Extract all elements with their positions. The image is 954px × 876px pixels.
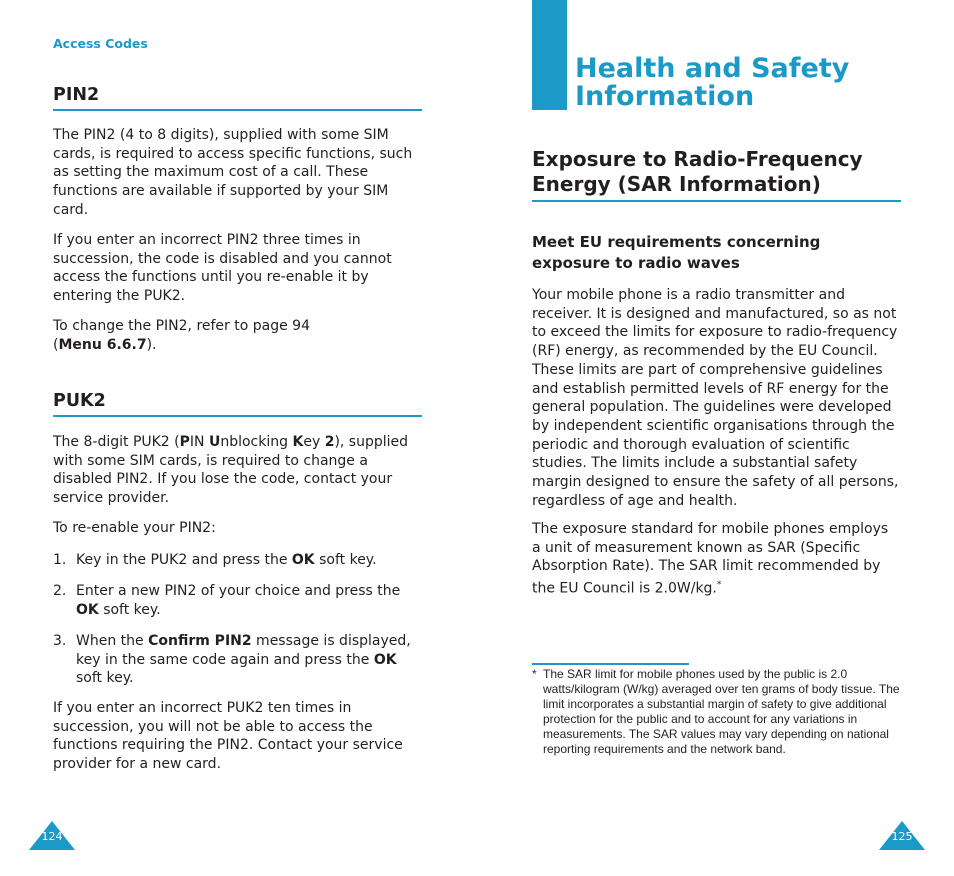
list-number: 2. xyxy=(53,583,67,599)
list-item xyxy=(53,582,425,619)
puk2-reenable-text: To re-enable your PIN2: xyxy=(53,520,216,536)
page-number: 124 xyxy=(41,830,63,843)
pin2-heading: PIN2 xyxy=(53,85,100,105)
ok-key-label: OK xyxy=(76,601,99,618)
puk2-heading-rule xyxy=(53,415,422,417)
confirm-pin2-label: Confirm PIN2 xyxy=(148,633,252,649)
list-item xyxy=(53,632,425,688)
puk2-intro-t4: ey xyxy=(303,434,325,450)
pin2-heading-rule xyxy=(53,109,422,111)
step1-t2: soft key. xyxy=(314,552,377,568)
chapter-title xyxy=(575,55,849,111)
step3-t1: When the xyxy=(76,633,149,649)
pin2-p3-text: To change the PIN2, refer to page 94 xyxy=(53,318,310,334)
section-heading-line1: Exposure to Radio-Frequency xyxy=(532,147,863,171)
section-heading xyxy=(532,147,863,197)
section-heading-rule xyxy=(532,200,901,202)
puk2-heading: PUK2 xyxy=(53,391,106,411)
pin2-paragraph-1: The PIN2 (4 to 8 digits), supplied with some SIM cards, is required to access specific functions, such as setting the maximum cost of a call. These functions are available if supported by your SIM card. xyxy=(53,127,413,218)
pin2-p3-open: ( xyxy=(53,336,59,353)
footnote-reference: * xyxy=(716,580,722,591)
footnote-marker: * xyxy=(532,667,537,681)
subheading-line1: Meet EU requirements concerning xyxy=(532,233,821,251)
step2-t2: soft key. xyxy=(98,601,161,618)
chapter-title-line2: Information xyxy=(575,81,755,112)
step3-t2: message is displayed, key in the same code again and press the xyxy=(76,633,411,668)
menu-reference: Menu 6.6.7 xyxy=(58,336,147,353)
pin2-paragraph-3 xyxy=(53,317,425,354)
ok-key-label: OK xyxy=(291,552,315,568)
subheading-line2: exposure to radio waves xyxy=(532,254,740,272)
puk2-intro-b4: 2 xyxy=(324,434,335,450)
puk2-intro-t1: The 8-digit PUK2 ( xyxy=(53,434,180,450)
subheading xyxy=(532,232,820,274)
puk2-intro-t2: IN xyxy=(189,434,209,450)
sar-paragraph-2 xyxy=(532,520,900,598)
puk2-intro-t3: nblocking xyxy=(220,434,293,450)
puk2-intro-b3: K xyxy=(292,434,304,450)
footnote: The SAR limit for mobile phones used by the public is 2.0 watts/kilogram (W/kg) averaged over ten grams of body tissue. The limit incorporates a substantial margin of safety to give additional protection for the public and to account for any variations in measurements. The SAR values may vary depending on national reporting requirements and the network band. xyxy=(543,667,900,756)
ok-key-label: OK xyxy=(373,651,397,668)
chapter-color-bar xyxy=(532,0,567,110)
chapter-title-line1: Health and Safety xyxy=(575,53,850,84)
puk2-intro-t5: ), supplied with some SIM cards, is required to change a disabled PIN2. If you lose the code, contact your service provider. xyxy=(53,434,409,507)
running-header: Access Codes xyxy=(53,36,148,51)
sar-paragraph-1: Your mobile phone is a radio transmitter and receiver. It is designed and manufactured, so as not to exceed the limits for exposure to radio-frequency (RF) energy, as recommended by the EU Council. These limits are part of comprehensive guidelines and establish permitted levels of RF energy for the general population. The guidelines were developed by independent scientific organisations through the periodic and thorough evaluation of scientific studies. The limits include a substantial safety margin designed to ensure the safety of all persons, regardless of age and health. xyxy=(532,287,899,509)
list-number: 1. xyxy=(53,552,67,568)
list-item xyxy=(53,551,425,570)
list-number: 3. xyxy=(53,633,67,649)
footnote-rule xyxy=(532,663,689,665)
puk2-closing: If you enter an incorrect PUK2 ten times in succession, you will not be able to access the functions requiring the PIN2. Contact your service provider for a new card. xyxy=(53,700,403,773)
page-number: 125 xyxy=(891,830,913,843)
section-heading-line2: Energy (SAR Information) xyxy=(532,172,821,196)
puk2-intro xyxy=(53,433,425,508)
puk2-intro-b2: U xyxy=(208,434,221,450)
step1-t1: Key in the PUK2 and press the xyxy=(76,552,292,568)
pin2-paragraph-2: If you enter an incorrect PIN2 three times in succession, the code is disabled and you cannot access the functions until you re-enable it by entering the PUK2. xyxy=(53,232,392,305)
step3-t3: soft key. xyxy=(76,670,134,687)
puk2-intro-b1: P xyxy=(179,434,190,450)
sar-p2-text: The exposure standard for mobile phones employs a unit of measurement known as SAR (Specific Absorption Rate). The SAR limit recommended by the EU Council is 2.0W/kg. xyxy=(532,521,889,597)
pin2-p3-close: ). xyxy=(146,336,157,353)
step2-t1: Enter a new PIN2 of your choice and press the xyxy=(76,583,401,599)
